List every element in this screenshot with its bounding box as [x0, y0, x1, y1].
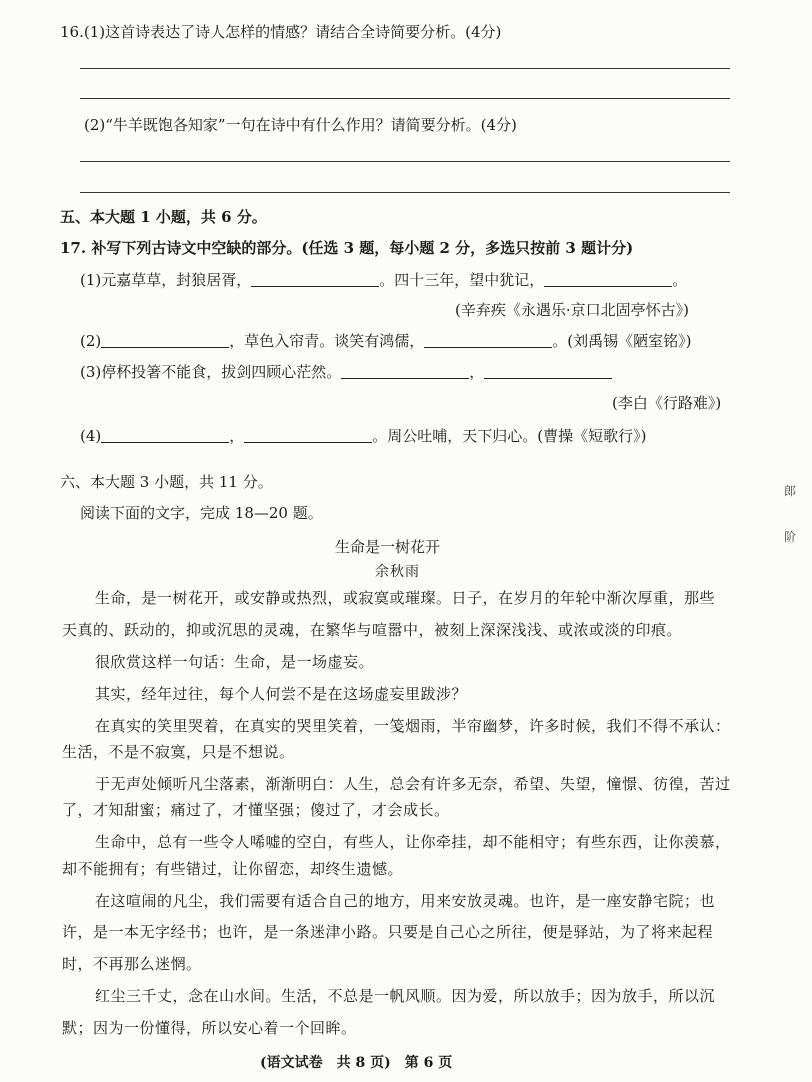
passage-line: 红尘三千丈，念在山水间。生活，不总是一帆风顺。因为爱，所以放手；因为放手，所以沉	[95, 987, 716, 1005]
passage-line: 于无声处倾听凡尘落素，渐渐明白：人生，总会有许多无奈，希望、失望，憧憬、彷徨，苦过	[95, 775, 731, 793]
question-16-part2: (2)“牛羊既饱各知家”一句在诗中有什么作用？请简要分析。(4分)	[84, 116, 517, 134]
reading-instruction: 阅读下面的文字，完成 18—20 题。	[80, 504, 323, 522]
question-17: 17. 补写下列古诗文中空缺的部分。(任选 3 题，每小题 2 分，多选只按前 3 题计分)	[60, 239, 634, 257]
passage-line: 了，才知甜蜜；痛过了，才懂坚强；傻过了，才会成长。	[62, 801, 450, 819]
passage-line: 在这喧闹的凡尘，我们需要有适合自己的地方，用来安放灵魂。也许，是一座安静宅院；也	[95, 892, 716, 910]
fill-blank[interactable]	[424, 333, 552, 348]
question-16-part1: 16.(1)这首诗表达了诗人怎样的情感？请结合全诗简要分析。(4分)	[60, 23, 502, 41]
fill-blank[interactable]	[484, 364, 612, 379]
q17-item-4: (4) ， 。周公吐哺，天下归心。(曹操《短歌行》)	[80, 427, 647, 445]
fill-blank[interactable]	[101, 333, 229, 348]
passage-line: 天真的、跃动的，抑或沉思的灵魂，在繁华与喧嚣中，被刻上深深浅浅、或浓或淡的印痕。	[62, 621, 683, 639]
answer-line[interactable]	[80, 161, 730, 162]
margin-mark: 阶	[784, 530, 797, 544]
passage-line: 许，是一本无字经书；也许，是一条迷津小路。只要是自己心之所往，便是驿站，为了将来起程	[62, 923, 714, 941]
passage-line: 却不能拥有；有些错过，让你留恋，却终生遗憾。	[62, 860, 404, 878]
passage-line: 其实，经年过往，每个人何尝不是在这场虚妄里跋涉？	[95, 685, 468, 703]
passage-line: 生命，是一树花开，或安静或热烈，或寂寞或璀璨。日子，在岁月的年轮中渐次厚重，那些	[95, 589, 716, 607]
fill-blank[interactable]	[251, 272, 379, 287]
passage-line: 在真实的笑里哭着，在真实的哭里笑着，一笺烟雨，半帘幽梦，许多时候，我们不得不承认：	[95, 717, 731, 735]
q17-item-1-source: (辛弃疾《永遇乐·京口北固亭怀古》)	[455, 301, 689, 319]
section-5-heading: 五、本大题 1 小题，共 6 分。	[60, 208, 267, 226]
passage-title: 生命是一树花开	[335, 538, 441, 556]
fill-blank[interactable]	[244, 428, 372, 443]
passage-line: 时，不再那么迷惘。	[62, 955, 202, 973]
answer-line[interactable]	[80, 192, 730, 193]
fill-blank[interactable]	[341, 364, 469, 379]
answer-line[interactable]	[80, 98, 730, 99]
fill-blank[interactable]	[101, 428, 229, 443]
passage-author: 余秋雨	[375, 564, 420, 580]
answer-line[interactable]	[80, 68, 730, 69]
passage-line: 生活，不是不寂寞，只是不想说。	[62, 743, 295, 761]
q17-item-2: (2) ，草色入帘青。谈笑有鸿儒， 。(刘禹锡《陋室铭》)	[80, 332, 692, 350]
q17-item-3-source: (李白《行路难》)	[612, 394, 722, 412]
passage-line: 默；因为一份懂得，所以安心着一个回眸。	[62, 1019, 357, 1037]
q17-item-3: (3)停杯投箸不能食，拔剑四顾心茫然。 ，	[80, 362, 612, 382]
passage-line: 生命中，总有一些令人唏嘘的空白，有些人，让你牵挂，却不能相守；有些东西，让你羡慕，	[95, 833, 731, 851]
q17-item-1: (1)元嘉草草，封狼居胥， 。四十三年，望中犹记， 。	[80, 271, 688, 289]
fill-blank[interactable]	[544, 272, 672, 287]
passage-line: 很欣赏这样一句话：生命，是一场虚妄。	[95, 653, 375, 671]
section-6-heading: 六、本大题 3 小题，共 11 分。	[60, 473, 273, 491]
margin-mark: 郎	[784, 484, 797, 498]
page-footer: (语文试卷 共 8 页) 第 6 页	[260, 1055, 453, 1071]
